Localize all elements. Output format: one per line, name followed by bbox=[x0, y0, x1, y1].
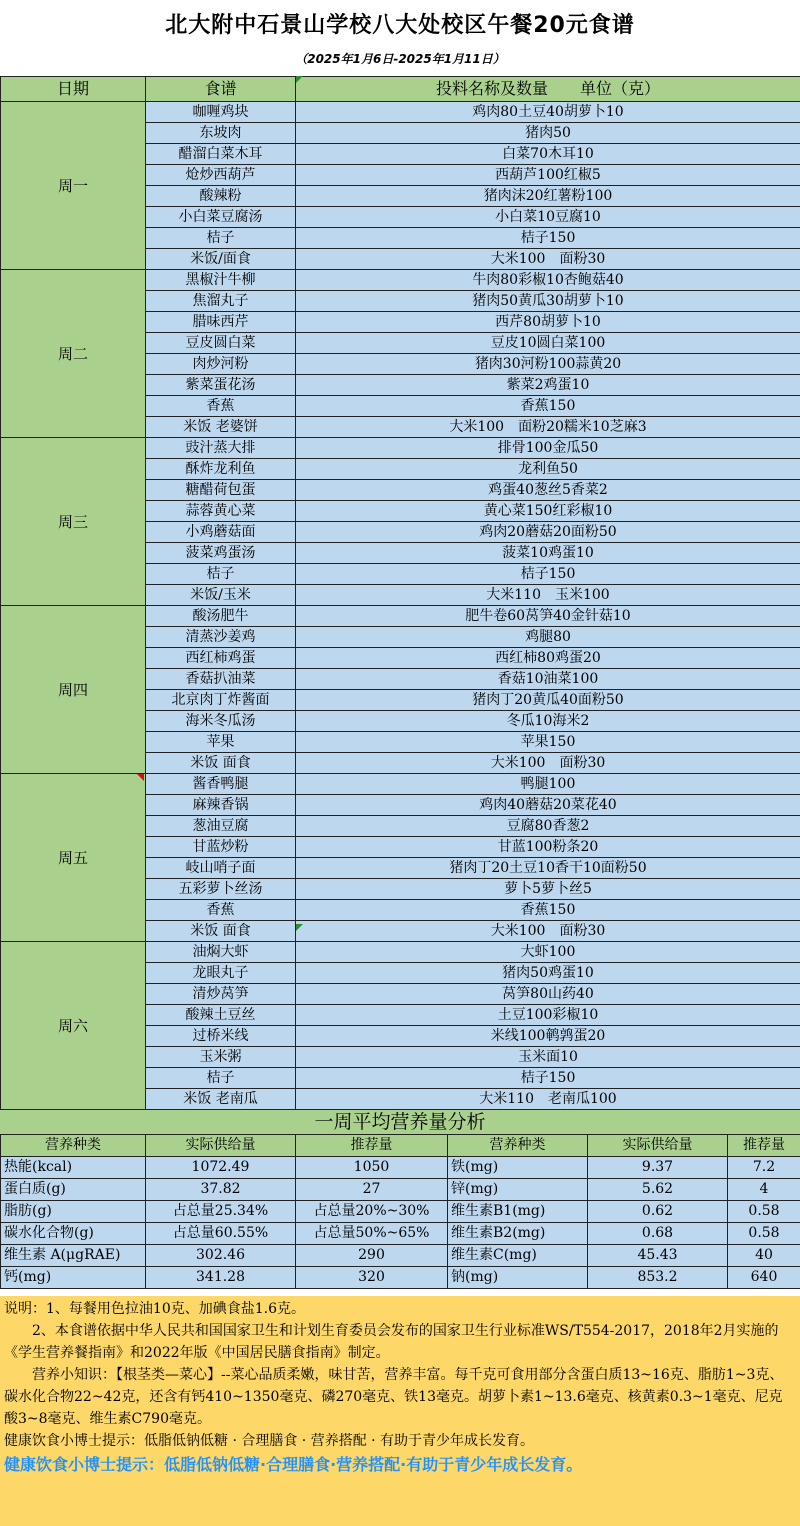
ingredients-cell: 鸡肉40蘑菇20菜花40 bbox=[296, 795, 800, 816]
dish-cell: 肉炒河粉 bbox=[146, 354, 296, 375]
page-title: 北大附中石景山学校八大处校区午餐20元食谱 bbox=[165, 13, 635, 38]
day-cell: 周五 bbox=[1, 774, 146, 942]
dish-cell: 香菇扒油菜 bbox=[146, 669, 296, 690]
nutrient-value: 341.28 bbox=[146, 1267, 296, 1289]
ingredients-cell: 冬瓜10海米2 bbox=[296, 711, 800, 732]
dish-cell: 醋溜白菜木耳 bbox=[146, 144, 296, 165]
nutrient-name: 维生素 A(μgRAE) bbox=[1, 1245, 146, 1267]
nutrition-header: 营养种类 bbox=[1, 1135, 146, 1157]
menu-row bbox=[1, 270, 800, 291]
nutrient-name: 脂肪(g) bbox=[1, 1201, 146, 1223]
menu-row bbox=[1, 102, 800, 123]
ingredients-cell: 豆腐80香葱2 bbox=[296, 816, 800, 837]
note-nutrition-knowledge: 营养小知识：【根茎类—菜心】--菜心品质柔嫩，味甘苦，营养丰富。每千克可食用部分含蛋白质13~16克、脂肪1~3克、碳水化合物22~42克，还含有钙410~1350毫克、磷270毫克、铁13毫克。胡萝卜素1~13.6毫克、核黄素0.3~1毫克、尼克酸3~8毫克、维生素C790毫克。 bbox=[4, 1367, 784, 1427]
ingredients-cell: 玉米面10 bbox=[296, 1047, 800, 1068]
dish-cell: 米饭 面食 bbox=[146, 921, 296, 942]
dish-cell: 苹果 bbox=[146, 732, 296, 753]
dish-cell: 玉米粥 bbox=[146, 1047, 296, 1068]
nutrition-row bbox=[1, 1179, 800, 1201]
dish-cell: 北京肉丁炸酱面 bbox=[146, 690, 296, 711]
dish-cell: 麻辣香锅 bbox=[146, 795, 296, 816]
ingredients-cell: 西芹80胡萝卜10 bbox=[296, 312, 800, 333]
ingredients-cell: 大米100 面粉20糯米10芝麻3 bbox=[296, 417, 800, 438]
dish-cell: 腊味西芹 bbox=[146, 312, 296, 333]
nutrient-value: 320 bbox=[296, 1267, 448, 1289]
dish-cell: 炝炒西葫芦 bbox=[146, 165, 296, 186]
dish-cell: 桔子 bbox=[146, 1068, 296, 1089]
nutrient-name: 钙(mg) bbox=[1, 1267, 146, 1289]
nutrient-value: 1050 bbox=[296, 1157, 448, 1179]
dish-cell: 过桥米线 bbox=[146, 1026, 296, 1047]
dish-cell: 糖醋荷包蛋 bbox=[146, 480, 296, 501]
ingredients-cell: 白菜70木耳10 bbox=[296, 144, 800, 165]
dish-cell: 酸辣粉 bbox=[146, 186, 296, 207]
health-tip-highlight: 健康饮食小博士提示：低脂低钠低糖·合理膳食·营养搭配·有助于青少年成长发育。 bbox=[4, 1455, 583, 1474]
nutrient-value: 占总量20%~30% bbox=[296, 1201, 448, 1223]
menu-table bbox=[0, 76, 800, 1110]
nutrition-header: 实际供给量 bbox=[146, 1135, 296, 1157]
ingredients-cell: 莴笋80山药40 bbox=[296, 984, 800, 1005]
dish-cell: 海米冬瓜汤 bbox=[146, 711, 296, 732]
dish-cell: 紫菜蛋花汤 bbox=[146, 375, 296, 396]
nutrient-value: 占总量60.55% bbox=[146, 1223, 296, 1245]
menu-row bbox=[1, 942, 800, 963]
dish-cell: 清炒莴笋 bbox=[146, 984, 296, 1005]
nutrient-value: 占总量25.34% bbox=[146, 1201, 296, 1223]
day-cell: 周六 bbox=[1, 942, 146, 1110]
menu-row bbox=[1, 438, 800, 459]
nutrition-title: 一周平均营养量分析 bbox=[0, 1110, 800, 1134]
nutrition-header: 实际供给量 bbox=[588, 1135, 728, 1157]
nutrient-value: 290 bbox=[296, 1245, 448, 1267]
nutrient-value: 4 bbox=[728, 1179, 800, 1201]
ingredients-cell: 土豆100彩椒10 bbox=[296, 1005, 800, 1026]
ingredients-cell: 萝卜5萝卜丝5 bbox=[296, 879, 800, 900]
nutrient-value: 640 bbox=[728, 1267, 800, 1289]
dish-cell: 豉汁蒸大排 bbox=[146, 438, 296, 459]
nutrient-value: 40 bbox=[728, 1245, 800, 1267]
nutrient-value: 9.37 bbox=[588, 1157, 728, 1179]
dish-cell: 酥炸龙利鱼 bbox=[146, 459, 296, 480]
dish-cell: 酸辣土豆丝 bbox=[146, 1005, 296, 1026]
ingredients-cell: 桔子150 bbox=[296, 1068, 800, 1089]
nutrient-name: 维生素C(mg) bbox=[448, 1245, 588, 1267]
ingredients-cell: 小白菜10豆腐10 bbox=[296, 207, 800, 228]
dish-cell: 黑椒汁牛柳 bbox=[146, 270, 296, 291]
ingredients-cell: 豆皮10圆白菜100 bbox=[296, 333, 800, 354]
nutrient-value: 0.62 bbox=[588, 1201, 728, 1223]
nutrient-name: 维生素B2(mg) bbox=[448, 1223, 588, 1245]
menu-row bbox=[1, 774, 800, 795]
cell-comment-marker bbox=[137, 774, 144, 781]
nutrient-value: 0.58 bbox=[728, 1223, 800, 1245]
ingredients-cell: 猪肉丁20土豆10香干10面粉50 bbox=[296, 858, 800, 879]
nutrient-value: 45.43 bbox=[588, 1245, 728, 1267]
ingredients-cell: 西葫芦100红椒5 bbox=[296, 165, 800, 186]
dish-cell: 焦溜丸子 bbox=[146, 291, 296, 312]
nutrition-header-row bbox=[1, 1135, 800, 1157]
ingredients-cell: 鸡腿80 bbox=[296, 627, 800, 648]
ingredients-cell: 猪肉50 bbox=[296, 123, 800, 144]
nutrient-name: 维生素B1(mg) bbox=[448, 1201, 588, 1223]
dish-cell: 东坡肉 bbox=[146, 123, 296, 144]
dish-cell: 小白菜豆腐汤 bbox=[146, 207, 296, 228]
nutrient-name: 碳水化合物(g) bbox=[1, 1223, 146, 1245]
ingredients-cell: 香蕉150 bbox=[296, 396, 800, 417]
nutrition-row bbox=[1, 1245, 800, 1267]
ingredients-cell: 猪肉丁20黄瓜40面粉50 bbox=[296, 690, 800, 711]
dish-cell: 米饭/玉米 bbox=[146, 585, 296, 606]
nutrient-value: 27 bbox=[296, 1179, 448, 1201]
ingredients-cell: 鸡蛋40葱丝5香菜2 bbox=[296, 480, 800, 501]
nutrient-value: 853.2 bbox=[588, 1267, 728, 1289]
ingredients-cell: 大米100 面粉30 bbox=[296, 249, 800, 270]
nutrition-header: 推荐量 bbox=[728, 1135, 800, 1157]
dish-cell: 岐山哨子面 bbox=[146, 858, 296, 879]
ingredients-cell: 鸡肉20蘑菇20面粉50 bbox=[296, 522, 800, 543]
ingredients-cell: 大米100 面粉30 bbox=[296, 921, 800, 942]
dish-cell: 甘蓝炒粉 bbox=[146, 837, 296, 858]
header-ingredients: 投料名称及数量 单位（克） bbox=[296, 77, 800, 102]
nutrient-value: 1072.49 bbox=[146, 1157, 296, 1179]
ingredients-cell: 香蕉150 bbox=[296, 900, 800, 921]
ingredients-cell: 排骨100金瓜50 bbox=[296, 438, 800, 459]
dish-cell: 米饭 面食 bbox=[146, 753, 296, 774]
ingredients-cell: 米线100鹌鹑蛋20 bbox=[296, 1026, 800, 1047]
nutrient-value: 0.58 bbox=[728, 1201, 800, 1223]
ingredients-cell: 紫菜2鸡蛋10 bbox=[296, 375, 800, 396]
dish-cell: 桔子 bbox=[146, 564, 296, 585]
ingredients-cell: 大米110 玉米100 bbox=[296, 585, 800, 606]
menu-header-row bbox=[1, 77, 800, 102]
nutrient-name: 热能(kcal) bbox=[1, 1157, 146, 1179]
dish-cell: 咖喱鸡块 bbox=[146, 102, 296, 123]
dish-cell: 豆皮圆白菜 bbox=[146, 333, 296, 354]
ingredients-cell: 肥牛卷60莴笋40金针菇10 bbox=[296, 606, 800, 627]
ingredients-cell: 大米110 老南瓜100 bbox=[296, 1089, 800, 1110]
ingredients-cell: 桔子150 bbox=[296, 564, 800, 585]
nutrient-value: 5.62 bbox=[588, 1179, 728, 1201]
ingredients-cell: 龙利鱼50 bbox=[296, 459, 800, 480]
dish-cell: 五彩萝卜丝汤 bbox=[146, 879, 296, 900]
dish-cell: 香蕉 bbox=[146, 900, 296, 921]
note-standard: 2、本食谱依据中华人民共和国国家卫生和计划生育委员会发布的国家卫生行业标准WS/T554-2017，2018年2月实施的《学生营养餐指南》和2022年版《中国居民膳食指南》制定。 bbox=[4, 1323, 779, 1361]
ingredients-cell: 黄心菜150红彩椒10 bbox=[296, 501, 800, 522]
date-range: （2025年1月6日-2025年1月11日） bbox=[295, 52, 505, 66]
cell-comment-marker bbox=[296, 924, 303, 931]
ingredients-cell: 猪肉30河粉100蒜黄20 bbox=[296, 354, 800, 375]
day-cell: 周三 bbox=[1, 438, 146, 606]
dish-cell: 米饭 老婆饼 bbox=[146, 417, 296, 438]
nutrition-table bbox=[0, 1134, 800, 1289]
ingredients-cell: 桔子150 bbox=[296, 228, 800, 249]
ingredients-cell: 牛肉80彩椒10杏鲍菇40 bbox=[296, 270, 800, 291]
dish-cell: 小鸡蘑菇面 bbox=[146, 522, 296, 543]
ingredients-cell: 猪肉50黄瓜30胡萝卜10 bbox=[296, 291, 800, 312]
ingredients-cell: 菠菜10鸡蛋10 bbox=[296, 543, 800, 564]
note-health-tip: 健康饮食小博士提示：低脂低钠低糖 · 合理膳食 · 营养搭配 · 有助于青少年成长发育。 bbox=[4, 1433, 535, 1449]
dish-cell: 龙眼丸子 bbox=[146, 963, 296, 984]
nutrition-row bbox=[1, 1201, 800, 1223]
dish-cell: 蒜蓉黄心菜 bbox=[146, 501, 296, 522]
nutrient-value: 302.46 bbox=[146, 1245, 296, 1267]
dish-cell: 酱香鸭腿 bbox=[146, 774, 296, 795]
nutrient-name: 钠(mg) bbox=[448, 1267, 588, 1289]
dish-cell: 西红柿鸡蛋 bbox=[146, 648, 296, 669]
nutrition-header: 推荐量 bbox=[296, 1135, 448, 1157]
day-cell: 周四 bbox=[1, 606, 146, 774]
note-oil-salt: 说明：1、每餐用色拉油10克、加碘食盐1.6克。 bbox=[4, 1301, 305, 1317]
dish-cell: 桔子 bbox=[146, 228, 296, 249]
nutrient-value: 0.68 bbox=[588, 1223, 728, 1245]
day-cell: 周二 bbox=[1, 270, 146, 438]
ingredients-cell: 猪肉50鸡蛋10 bbox=[296, 963, 800, 984]
dish-cell: 葱油豆腐 bbox=[146, 816, 296, 837]
dish-cell: 香蕉 bbox=[146, 396, 296, 417]
nutrition-header: 营养种类 bbox=[448, 1135, 588, 1157]
nutrient-value: 37.82 bbox=[146, 1179, 296, 1201]
nutrition-row bbox=[1, 1157, 800, 1179]
nutrient-name: 锌(mg) bbox=[448, 1179, 588, 1201]
nutrition-row bbox=[1, 1223, 800, 1245]
dish-cell: 酸汤肥牛 bbox=[146, 606, 296, 627]
header-date: 日期 bbox=[1, 77, 146, 102]
nutrient-value: 占总量50%~65% bbox=[296, 1223, 448, 1245]
ingredients-cell: 大虾100 bbox=[296, 942, 800, 963]
nutrient-name: 蛋白质(g) bbox=[1, 1179, 146, 1201]
header-recipe: 食谱 bbox=[146, 77, 296, 102]
ingredients-cell: 猪肉沫20红薯粉100 bbox=[296, 186, 800, 207]
ingredients-cell: 大米100 面粉30 bbox=[296, 753, 800, 774]
cell-comment-marker bbox=[296, 76, 303, 83]
notes-section bbox=[0, 1296, 800, 1526]
ingredients-cell: 甘蓝100粉条20 bbox=[296, 837, 800, 858]
day-cell: 周一 bbox=[1, 102, 146, 270]
dish-cell: 米饭 老南瓜 bbox=[146, 1089, 296, 1110]
dish-cell: 菠菜鸡蛋汤 bbox=[146, 543, 296, 564]
ingredients-cell: 西红柿80鸡蛋20 bbox=[296, 648, 800, 669]
dish-cell: 油焖大虾 bbox=[146, 942, 296, 963]
dish-cell: 米饭/面食 bbox=[146, 249, 296, 270]
ingredients-cell: 香菇10油菜100 bbox=[296, 669, 800, 690]
nutrient-name: 铁(mg) bbox=[448, 1157, 588, 1179]
ingredients-cell: 苹果150 bbox=[296, 732, 800, 753]
nutrient-value: 7.2 bbox=[728, 1157, 800, 1179]
nutrition-row bbox=[1, 1267, 800, 1289]
dish-cell: 清蒸沙姜鸡 bbox=[146, 627, 296, 648]
ingredients-cell: 鸭腿100 bbox=[296, 774, 800, 795]
menu-row bbox=[1, 606, 800, 627]
ingredients-cell: 鸡肉80土豆40胡萝卜10 bbox=[296, 102, 800, 123]
